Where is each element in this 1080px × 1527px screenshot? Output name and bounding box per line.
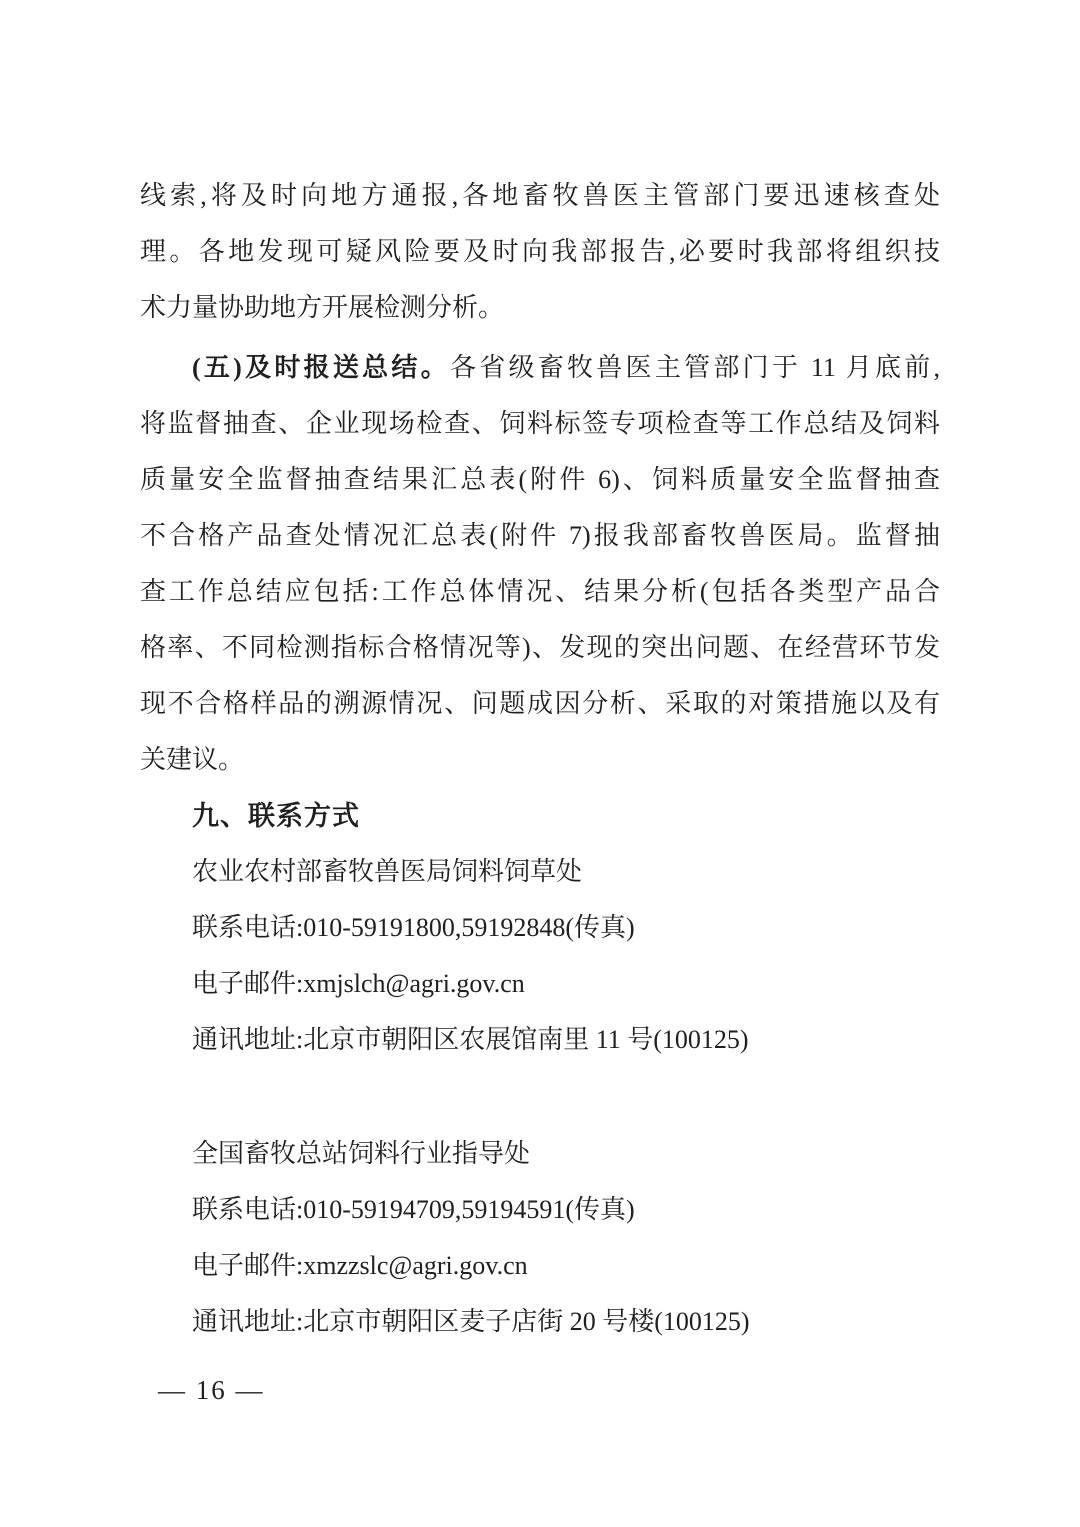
paragraph-line: 格率、不同检测指标合格情况等)、发现的突出问题、在经营环节发 — [140, 633, 940, 662]
page-number: — 16 — — [158, 1375, 265, 1405]
paragraph-lead-bold: (五)及时报送总结。 — [192, 353, 450, 382]
paragraph-line: 线索,将及时向地方通报,各地畜牧兽医主管部门要迅速核查处 — [140, 181, 940, 210]
paragraph-line: 查工作总结应包括:工作总体情况、结果分析(包括各类型产品合 — [140, 577, 940, 606]
paragraph-line: 术力量协助地方开展检测分析。 — [140, 293, 505, 322]
paragraph-line — [140, 340, 940, 396]
section-heading: 九、联系方式 — [192, 801, 360, 831]
contact-phone: 联系电话:010-59191800,59192848(传真) — [192, 913, 635, 942]
contact-phone: 联系电话:010-59194709,59194591(传真) — [192, 1195, 635, 1224]
contact-org: 农业农村部畜牧兽医局饲料饲草处 — [192, 857, 583, 886]
paragraph-line: 理。各地发现可疑风险要及时向我部报告,必要时我部将组织技 — [140, 237, 940, 266]
contact-email: 电子邮件:xmjslch@agri.gov.cn — [192, 969, 525, 998]
contact-address: 通讯地址:北京市朝阳区农展馆南里 11 号(100125) — [192, 1025, 749, 1054]
paragraph-line-text: 各省级畜牧兽医主管部门于 11 月底前, — [449, 353, 940, 382]
paragraph-line: 质量安全监督抽查结果汇总表(附件 6)、饲料质量安全监督抽查 — [140, 465, 940, 494]
paragraph-line: 将监督抽查、企业现场检查、饲料标签专项检查等工作总结及饲料 — [140, 409, 940, 438]
blank-line — [140, 1068, 940, 1126]
paragraph-line: 现不合格样品的溯源情况、问题成因分析、采取的对策措施以及有 — [140, 689, 940, 718]
contact-address: 通讯地址:北京市朝阳区麦子店街 20 号楼(100125) — [192, 1307, 750, 1336]
document-body — [140, 168, 940, 1350]
contact-email: 电子邮件:xmzzslc@agri.gov.cn — [192, 1251, 528, 1280]
paragraph-line: 关建议。 — [140, 745, 245, 774]
paragraph-line: 不合格产品查处情况汇总表(附件 7)报我部畜牧兽医局。监督抽 — [140, 521, 940, 550]
contact-org: 全国畜牧总站饲料行业指导处 — [192, 1139, 531, 1168]
